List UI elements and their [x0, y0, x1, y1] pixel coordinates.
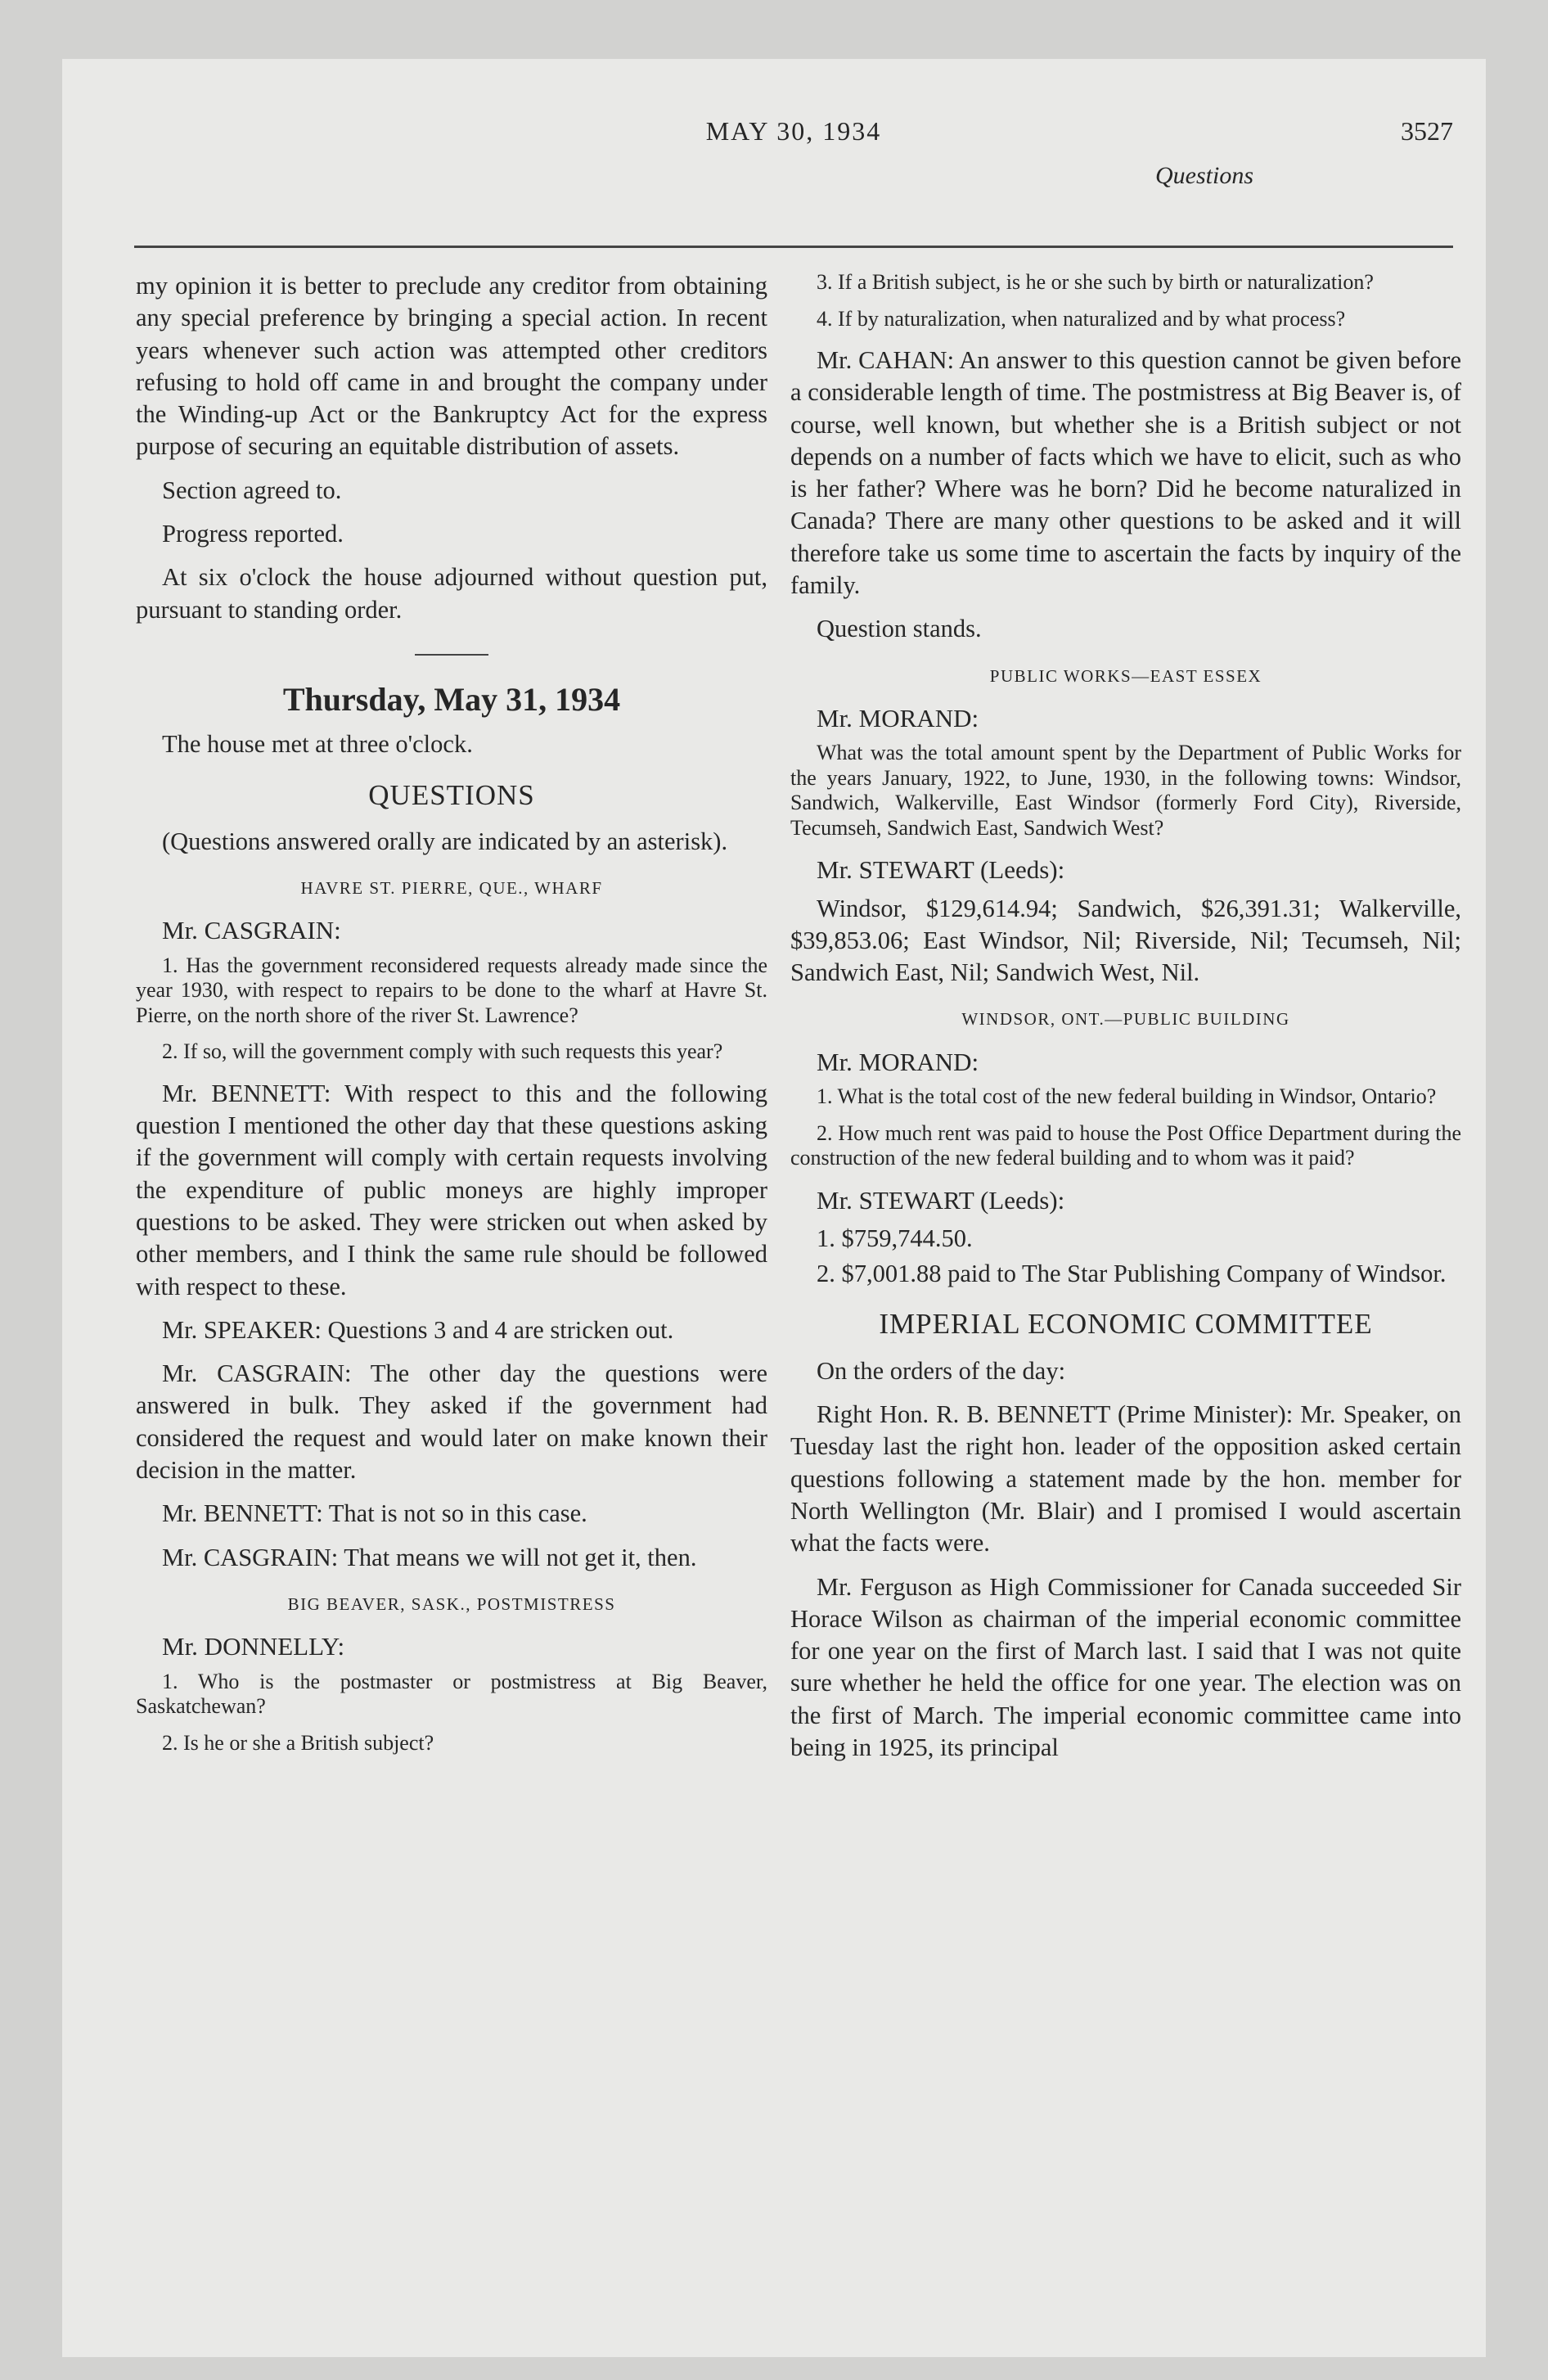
paragraph: Progress reported. [162, 520, 344, 548]
speaker-line: Mr. STEWART (Leeds): [817, 1185, 1065, 1215]
left-column [136, 270, 767, 1767]
speaker-line: Mr. MORAND: [817, 703, 979, 732]
subheading: WINDSOR, ONT.—PUBLIC BUILDING [961, 1009, 1290, 1030]
question-item: 1. What is the total cost of the new federal building in Windsor, Ontario? [817, 1084, 1437, 1109]
paragraph: Section agreed to. [162, 476, 342, 504]
subheading: BIG BEAVER, SASK., POSTMISTRESS [287, 1593, 616, 1614]
header-date: MAY 30, 1934 [705, 116, 882, 146]
paragraph: my opinion it is better to preclude any creditor from obtaining any special preference by bringing a special action. In recent years whenever such action was attempted other creditors refusing to hold off came in and brought the company under the Winding-up Act or the Bankruptcy Act for the express purpose of securing an equitable distribution of assets. [136, 272, 767, 461]
paragraph: The house met at three o'clock. [162, 730, 473, 759]
question-item: 1. Has the government reconsidered requests already made since the year 1930, with respect to repairs to be done to the wharf at Havre St. Pierre, on the north shore of the river St. Lawrence? [136, 953, 767, 1027]
paragraph: Mr. CAHAN: An answer to this question cannot be given before a considerable length of time. The postmistress at Big Beaver is, of course, well known, but whether she is a British subject or not depends on a number of facts which we have to elicit, such as who is her father? Where was he born? Did he become naturalized in Canada? There are many other questions to be asked and it will therefore take us some time to ascertain the facts by inquiry of the family. [790, 346, 1461, 600]
header-section: Questions [1155, 162, 1253, 189]
speaker-line: Mr. DONNELLY: [162, 1632, 345, 1661]
speaker-line: Mr. CASGRAIN: [162, 916, 341, 945]
paragraph: Mr. CASGRAIN: That means we will not get it, then. [162, 1543, 697, 1571]
page-header [134, 116, 1453, 223]
imperial-heading: IMPERIAL ECONOMIC COMMITTEE [879, 1308, 1373, 1341]
subheading: PUBLIC WORKS—EAST ESSEX [989, 665, 1262, 686]
paragraph: Mr. BENNETT: That is not so in this case. [162, 1499, 587, 1528]
header-page-number: 3527 [1401, 116, 1453, 146]
question-item: 2. Is he or she a British subject? [162, 1730, 434, 1755]
question-item: 3. If a British subject, is he or she such by birth or naturalization? [817, 270, 1374, 294]
right-column [790, 270, 1461, 1775]
subheading: HAVRE ST. PIERRE, QUE., WHARF [300, 878, 603, 899]
question-item: 1. Who is the postmaster or postmistress at Big Beaver, Saskatchewan? [136, 1669, 767, 1718]
paragraph: Mr. CASGRAIN: The other day the questions were answered in bulk. They asked if the government had considered the request and would later on make known their decision in the matter. [136, 1359, 767, 1485]
paragraph: Right Hon. R. B. BENNETT (Prime Minister): Mr. Speaker, on Tuesday last the right hon. leader of the opposition asked certain questions following a statement made by the hon. member for North Wellington (Mr. Blair) and I promised I would ascertain what the facts were. [790, 1400, 1461, 1557]
speaker-line: Mr. STEWART (Leeds): [817, 855, 1065, 885]
answer-item: 1. $759,744.50. [817, 1224, 973, 1252]
document-page [62, 59, 1486, 2357]
header-rule [134, 246, 1453, 248]
paragraph: (Questions answered orally are indicated by an asterisk). [162, 827, 728, 855]
paragraph: At six o'clock the house adjourned without question put, pursuant to standing order. [136, 563, 767, 624]
paragraph: On the orders of the day: [817, 1356, 1066, 1385]
question-item: 2. How much rent was paid to house the Post Office Department during the construction of the new federal building and to whom was it paid? [790, 1120, 1461, 1170]
section-divider [415, 654, 488, 656]
question-item: What was the total amount spent by the Department of Public Works for the years January, 1922, to June, 1930, in the following towns: Windsor, Sandwich, Walkerville, East Windsor (formerly Ford City), Riverside, Tecumseh, Sandwich East, Sandwich West? [790, 741, 1461, 840]
question-item: 2. If so, will the government comply with such requests this year? [162, 1039, 723, 1064]
paragraph: Mr. SPEAKER: Questions 3 and 4 are stricken out. [162, 1315, 674, 1344]
paragraph: Mr. Ferguson as High Commissioner for Canada succeeded Sir Horace Wilson as chairman of the imperial economic committee for one year on the first of March last. I said that I was not quite sure whether he held the office for one year. The election was on the first of March. The imperial economic committee came into being in 1925, its principal [790, 1572, 1461, 1761]
questions-heading: QUESTIONS [368, 778, 535, 811]
day-heading: Thursday, May 31, 1934 [282, 680, 621, 718]
paragraph: Question stands. [817, 615, 982, 643]
answer-item: 2. $7,001.88 paid to The Star Publishing Company of Windsor. [817, 1260, 1447, 1288]
speaker-line: Mr. MORAND: [817, 1047, 979, 1076]
question-item: 4. If by naturalization, when naturalized and by what process? [817, 306, 1346, 331]
paragraph: Windsor, $129,614.94; Sandwich, $26,391.31; Walkerville, $39,853.06; East Windsor, Nil; Riverside, Nil; Tecumseh, Nil; Sandwich East, Nil; Sandwich West, Nil. [790, 894, 1461, 987]
paragraph: Mr. BENNETT: With respect to this and the following question I mentioned the other day that these questions asking if the government will comply with certain requests involving the expenditure of public moneys are highly improper questions to be asked. They were stricken out when asked by other members, and I think the same rule should be followed with respect to these. [136, 1079, 767, 1300]
